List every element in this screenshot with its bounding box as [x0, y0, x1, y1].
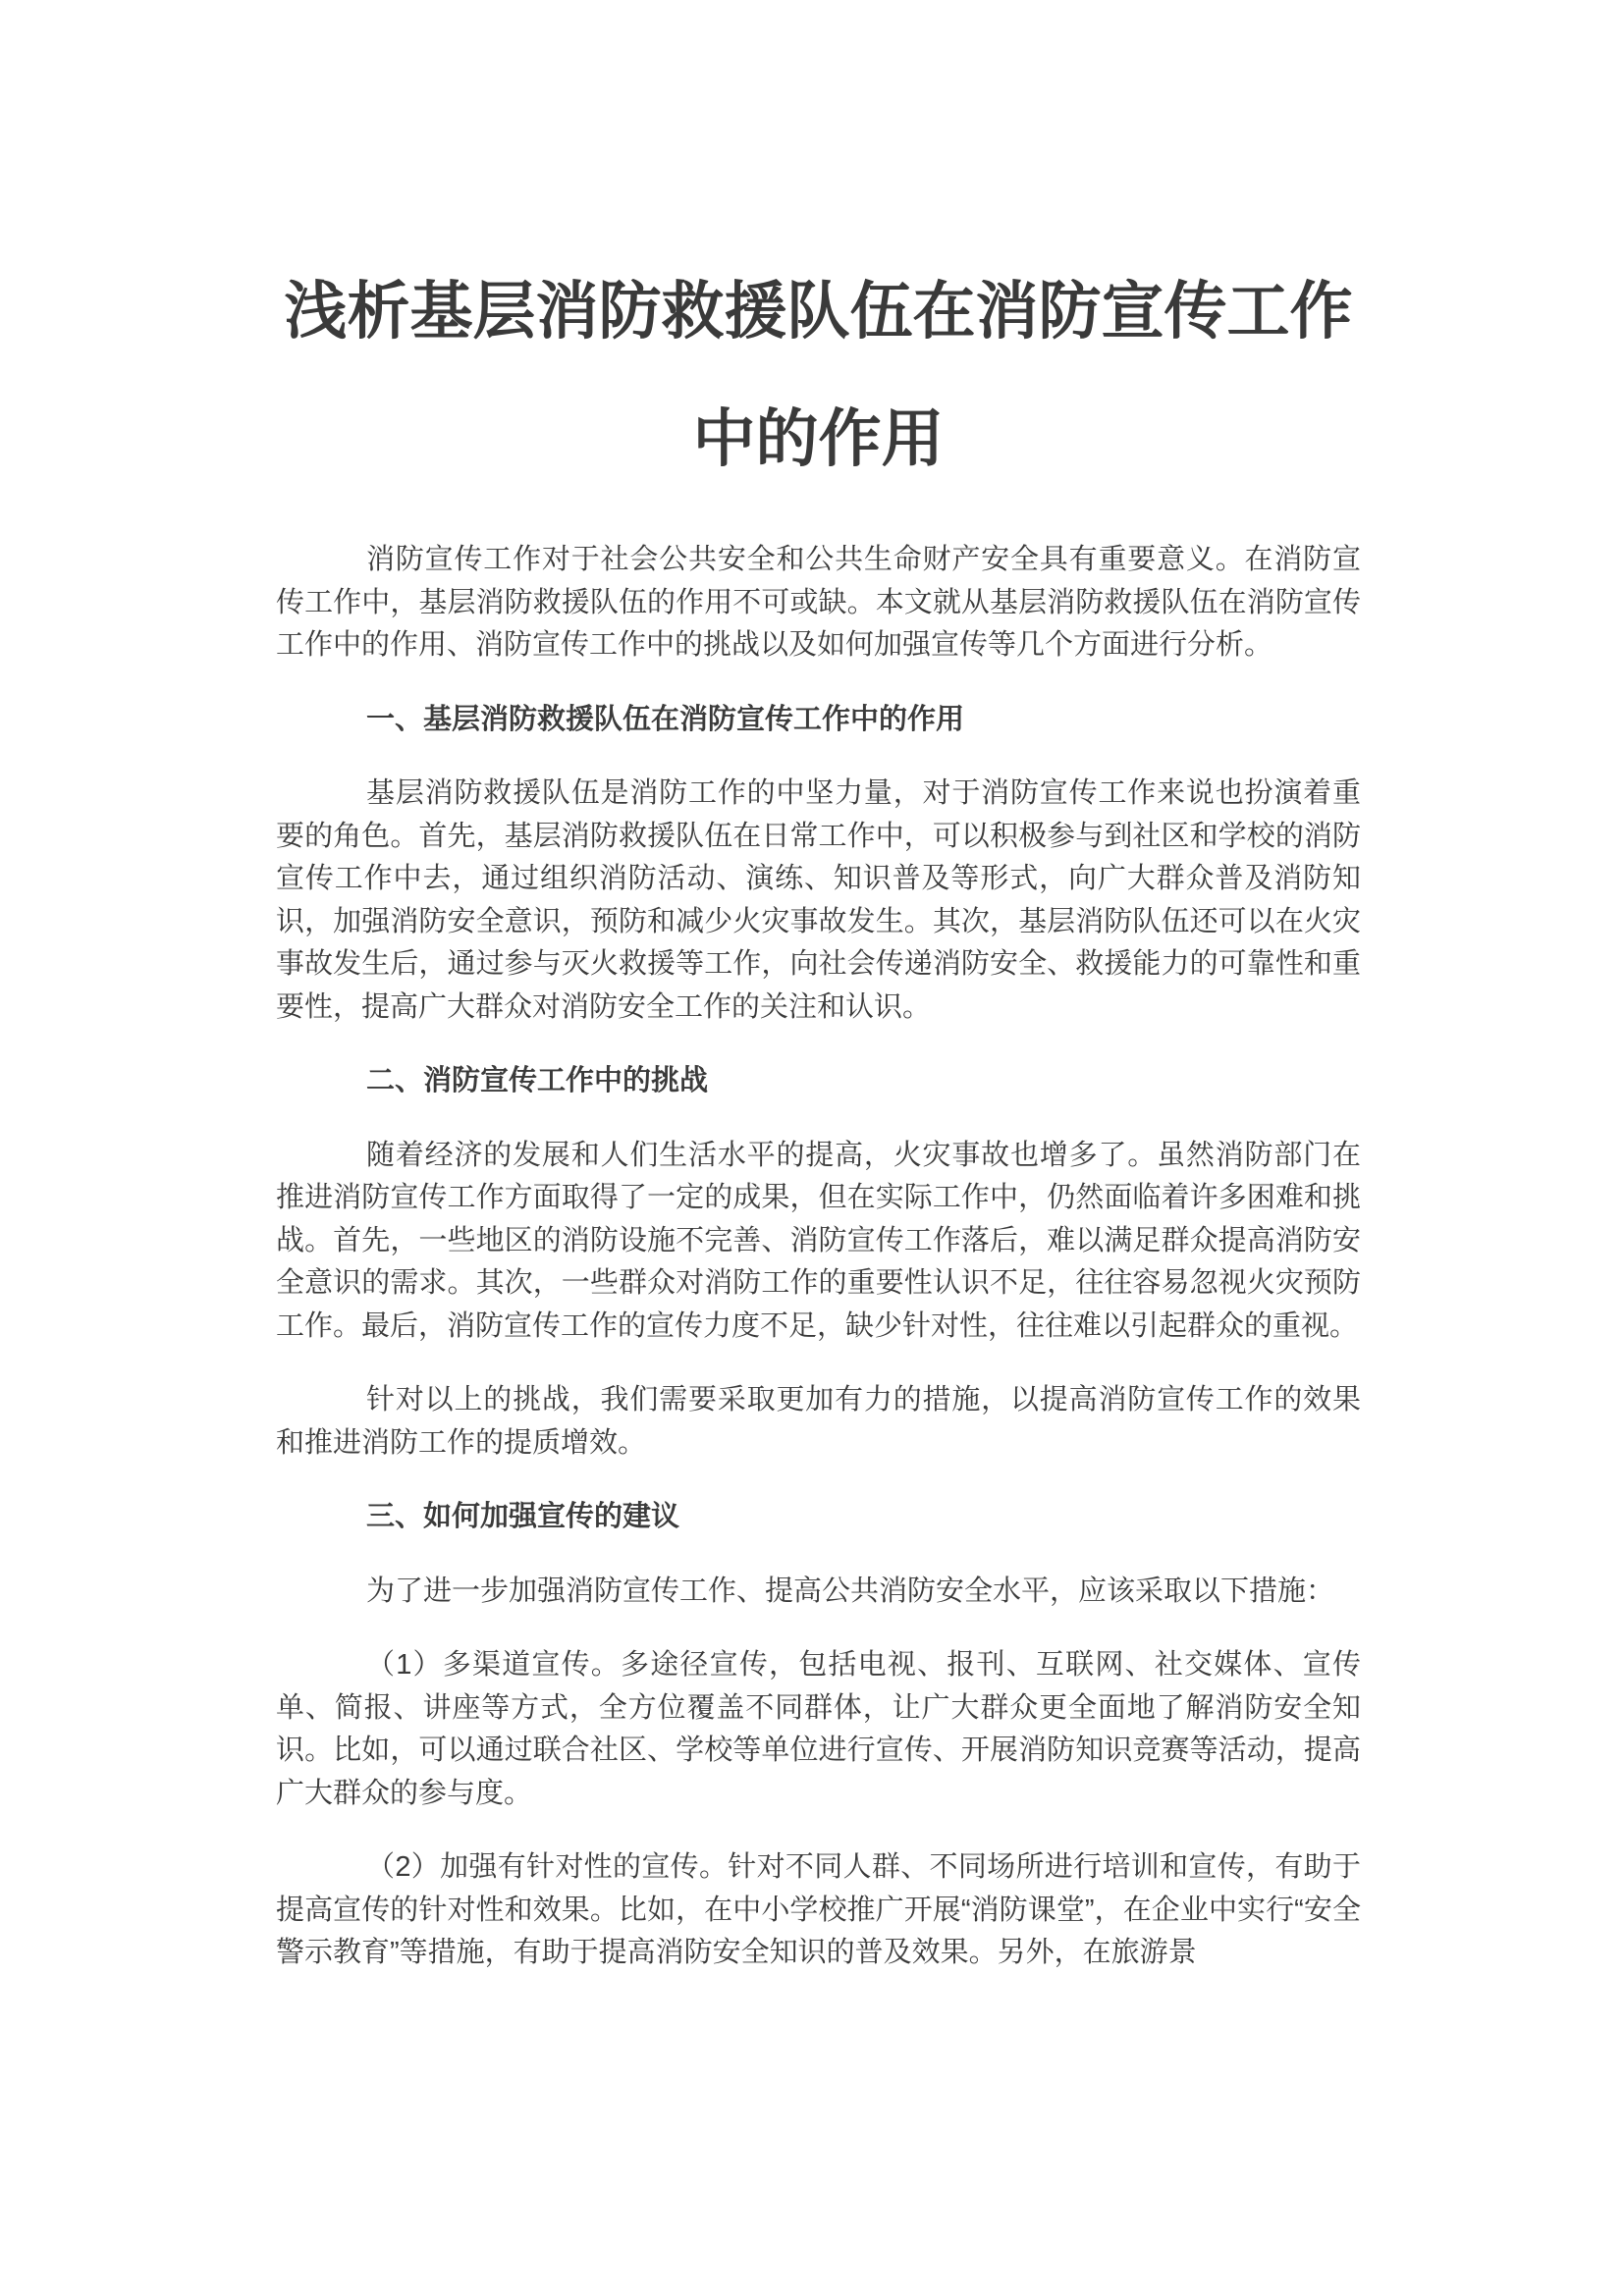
paragraph-section-3-intro: 为了进一步加强消防宣传工作、提高公共消防安全水平，应该采取以下措施： [366, 1575, 1335, 1607]
heading-section-3: 三、如何加强宣传的建议 [366, 1501, 680, 1532]
paragraph-intro: 消防宣传工作对于社会公共安全和公共生命财产安全具有重要意义。在消防宣传工作中，基层消防救援队伍的作用不可或缺。本文就从基层消防救援队伍在消防宣传工作中的作用、消防宣传工作中的挑战以及如何加强宣传等几个方面进行分析。 [276, 544, 1361, 661]
paragraph-section-2-challenges: 随着经济的发展和人们生活水平的提高，火灾事故也增多了。虽然消防部门在推进消防宣传工作方面取得了一定的成果，但在实际工作中，仍然面临着许多困难和挑战。首先，一些地区的消防设施不完善、消防宣传工作落后，难以满足群众提高消防安全意识的需求。其次，一些群众对消防工作的重要性认识不足，往往容易忽视火灾预防工作。最后，消防宣传工作的宣传力度不足，缺少针对性，往往难以引起群众的重视。 [276, 1139, 1361, 1342]
paragraph-suggestion-2: （2）加强有针对性的宣传。针对不同人群、不同场所进行培训和宣传，有助于提高宣传的针对性和效果。比如，在中小学校推广开展“消防课堂”，在企业中实行“安全警示教育”等措施，有助于提高消防安全知识的普及效果。另外，在旅游景 [276, 1851, 1361, 1968]
paragraph-suggestion-1: （1）多渠道宣传。多途径宣传，包括电视、报刊、互联网、社交媒体、宣传单、简报、讲座等方式，全方位覆盖不同群体，让广大群众更全面地了解消防安全知识。比如，可以通过联合社区、学校等单位进行宣传、开展消防知识竞赛等活动，提高广大群众的参与度。 [276, 1649, 1361, 1809]
paragraph-section-1: 基层消防救援队伍是消防工作的中坚力量，对于消防宣传工作来说也扮演着重要的角色。首先，基层消防救援队伍在日常工作中，可以积极参与到社区和学校的消防宣传工作中去，通过组织消防活动、演练、知识普及等形式，向广大群众普及消防知识，加强消防安全意识，预防和减少火灾事故发生。其次，基层消防队伍还可以在火灾事故发生后，通过参与灭火救援等工作，向社会传递消防安全、救援能力的可靠性和重要性，提高广大群众对消防安全工作的关注和认识。 [276, 777, 1361, 1023]
paragraph-section-2-measures: 针对以上的挑战，我们需要采取更加有力的措施，以提高消防宣传工作的效果和推进消防工作的提质增效。 [276, 1384, 1361, 1459]
heading-section-1: 一、基层消防救援队伍在消防宣传工作中的作用 [366, 703, 965, 735]
heading-section-2: 二、消防宣传工作中的挑战 [366, 1065, 709, 1096]
document-title: 浅析基层消防救援队伍在消防宣传工作中的作用 [284, 276, 1353, 474]
